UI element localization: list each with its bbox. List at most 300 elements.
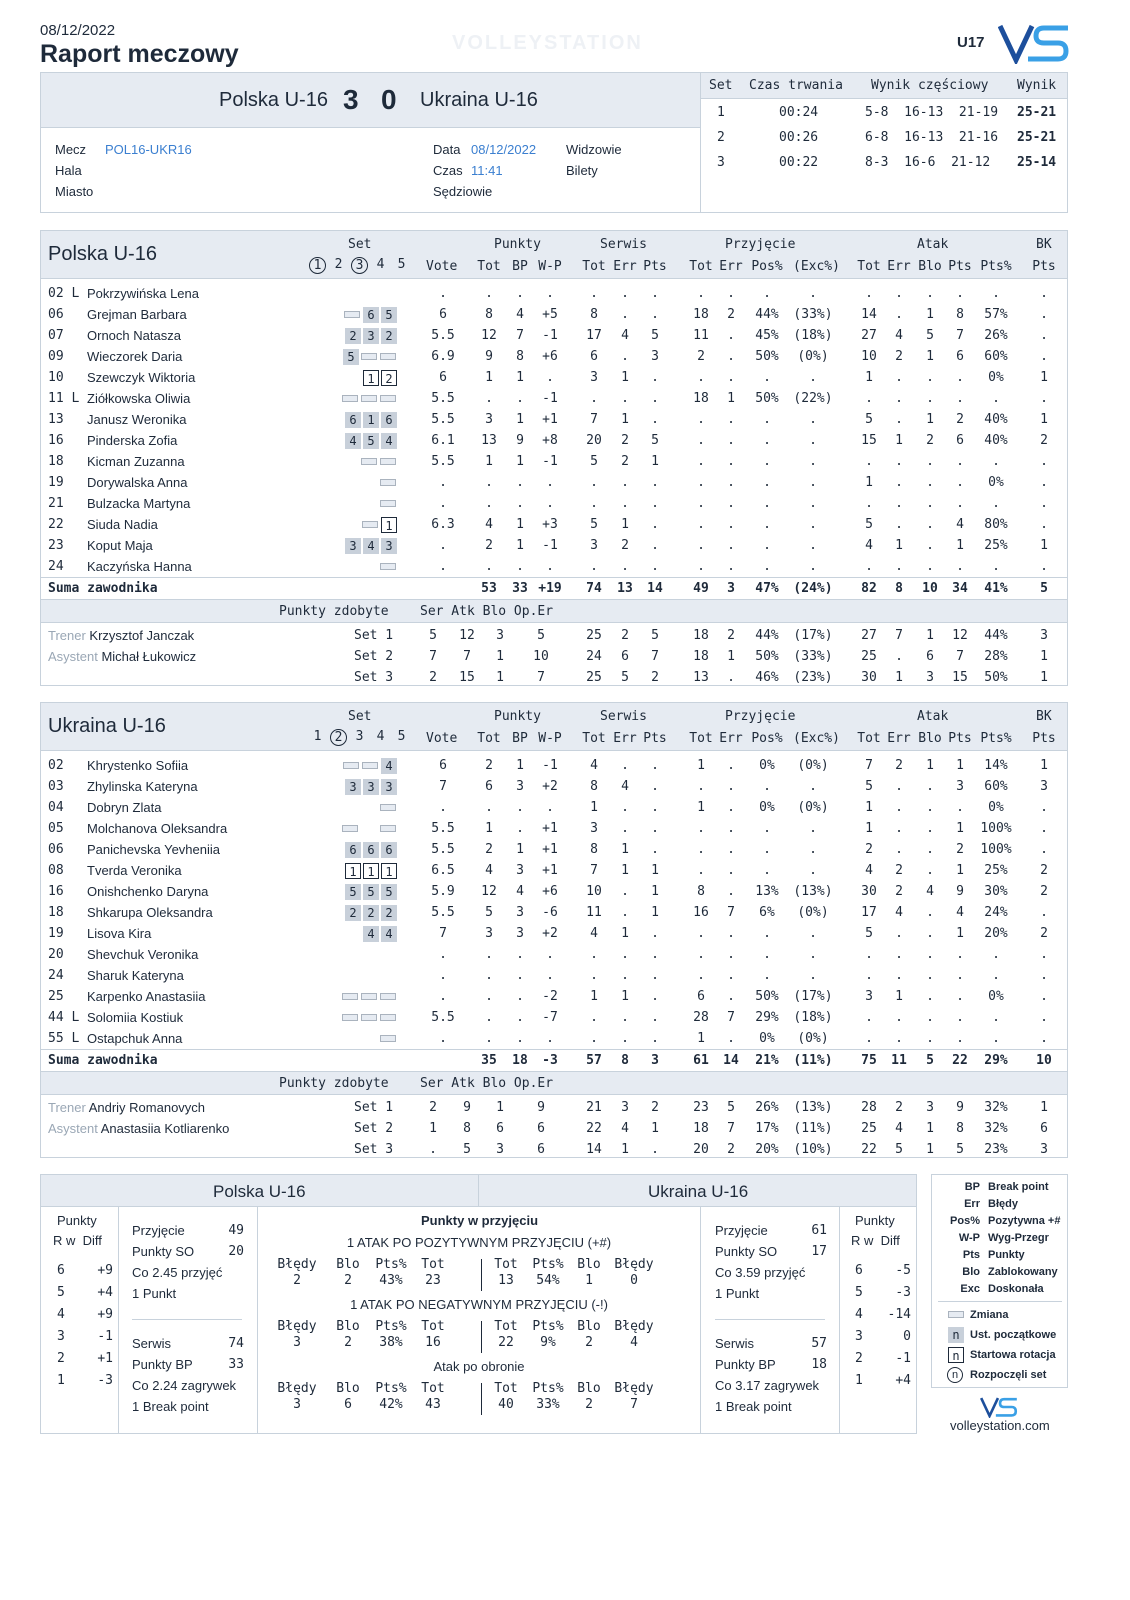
stat-unit: 1 Punkt	[715, 1286, 760, 1301]
stat-value: .	[1040, 947, 1048, 962]
stat-value: .	[485, 947, 493, 962]
stat-value: .	[926, 842, 934, 857]
stat-label: Punkty SO	[132, 1244, 195, 1259]
set-stat-value: 25	[586, 628, 602, 643]
set-stat-value: 28%	[984, 649, 1008, 664]
set-label: Set 3	[354, 670, 394, 685]
stat-value: 5.5	[431, 842, 455, 857]
set-stat-value: 1	[926, 628, 934, 643]
divider	[481, 1259, 482, 1291]
stat-value: .	[956, 454, 964, 469]
rotation-number: 3	[57, 1329, 65, 1344]
stat-value: 2	[485, 758, 493, 773]
stat-value: .	[727, 863, 735, 878]
set-partial: 5-8 16-13 21-19	[865, 105, 999, 120]
section-value: 9%	[540, 1335, 556, 1350]
player-name: Grejman Barbara	[87, 307, 187, 322]
stat-value: .	[809, 496, 817, 511]
section-value: 3	[293, 1397, 301, 1412]
player-number: 02	[48, 758, 64, 773]
stat-value: 1	[621, 842, 629, 857]
legend-key: Pos%	[950, 1215, 980, 1227]
set-stat-value: 7	[651, 649, 659, 664]
stat-value: .	[926, 538, 934, 553]
stat-value: 4	[956, 905, 964, 920]
stat-value: 1	[516, 370, 524, 385]
stat-value: .	[516, 475, 524, 490]
col-subheader: Blo	[918, 259, 942, 274]
section-value: 13	[498, 1273, 514, 1288]
stat-value: 15	[861, 433, 877, 448]
set-stat-value: 2	[621, 628, 629, 643]
stat-value: 7	[727, 905, 735, 920]
player-row	[41, 283, 1067, 304]
stat-value: 1	[485, 454, 493, 469]
stat-value: 1	[956, 926, 964, 941]
stat-value: .	[956, 1031, 964, 1046]
divider	[118, 1207, 119, 1433]
rotation-diff: -1	[895, 1351, 911, 1366]
rotation-marker: 5	[363, 433, 379, 449]
set-number-header: 3	[355, 729, 364, 744]
stat-value: .	[590, 559, 598, 574]
stat-value: .	[590, 286, 598, 301]
label-widzowie: Widzowie	[566, 142, 622, 157]
substitution-marker	[380, 1014, 396, 1021]
stat-value: 29%	[755, 1010, 779, 1025]
set-stat-value: 6	[621, 649, 629, 664]
stat-value: .	[865, 968, 873, 983]
legend-desc: Zablokowany	[988, 1266, 1058, 1278]
stat-value: .	[1040, 475, 1048, 490]
col-atak: Atak	[917, 709, 949, 724]
rotation-marker: 3	[345, 779, 361, 795]
sum-value: 3	[727, 581, 735, 596]
points-value: 2	[429, 1100, 437, 1115]
set-stat-value: 50%	[755, 649, 779, 664]
legend-desc: Pozytywna +#	[988, 1215, 1061, 1227]
divider	[839, 1207, 840, 1433]
stat-value: -6	[542, 905, 558, 920]
points-value: 9	[463, 1100, 471, 1115]
set-row	[701, 155, 1067, 179]
stat-value: .	[763, 454, 771, 469]
stat-value: .	[651, 842, 659, 857]
section-value: 2	[344, 1273, 352, 1288]
col-subheader: Pts	[643, 259, 667, 274]
section-col-header: Tot	[421, 1381, 445, 1396]
stat-value: 0%	[759, 758, 775, 773]
stat-value: .	[651, 821, 659, 836]
stat-value: 3	[651, 349, 659, 364]
sum-value: 18	[512, 1053, 528, 1068]
player-row	[41, 430, 1067, 451]
section-col-header: Błędy	[614, 1257, 654, 1272]
stat-value: .	[763, 779, 771, 794]
set-label: Set 2	[354, 649, 394, 664]
stat-value: .	[992, 496, 1000, 511]
sum-value: 22	[952, 1053, 968, 1068]
stat-value: .	[590, 968, 598, 983]
player-row	[41, 944, 1067, 965]
set-stat-value: 3	[1040, 1142, 1048, 1157]
stat-value: .	[1040, 821, 1048, 836]
rotation-diff: +4	[97, 1285, 113, 1300]
stat-value: .	[1040, 1010, 1048, 1025]
set-stat-value: 1	[895, 670, 903, 685]
player-name: Koput Maja	[87, 538, 153, 553]
stat-value: .	[809, 538, 817, 553]
stat-value: .	[865, 391, 873, 406]
stat-value: .	[763, 821, 771, 836]
stat-value: .	[895, 559, 903, 574]
stat-value: .	[439, 947, 447, 962]
set-number-header: 5	[397, 729, 406, 744]
team-name: Polska U-16	[48, 243, 157, 265]
player-name: Bulzacka Martyna	[87, 496, 191, 511]
stat-value: .	[895, 947, 903, 962]
stat-value: .	[1040, 968, 1048, 983]
rotation-marker: 4	[381, 926, 397, 942]
set-stat-value: 20	[693, 1142, 709, 1157]
sum-value: 21%	[755, 1053, 779, 1068]
points-value: 3	[496, 628, 504, 643]
label-mecz: Mecz	[55, 142, 87, 157]
col-set: Set	[709, 78, 733, 93]
stat-value: 4	[621, 328, 629, 343]
stat-value: .	[651, 800, 659, 815]
stat-value: .	[651, 758, 659, 773]
section-col-header: Błędy	[614, 1319, 654, 1334]
set-stat-value: (13%)	[793, 1100, 833, 1115]
points-value: 6	[496, 1121, 504, 1136]
stat-value: .	[895, 821, 903, 836]
stat-value: .	[992, 1010, 1000, 1025]
substitution-marker	[342, 1014, 358, 1021]
stat-value: 8	[485, 307, 493, 322]
set-stat-value: 1	[926, 1142, 934, 1157]
stat-value: .	[926, 779, 934, 794]
sum-value: 41%	[984, 581, 1008, 596]
stat-value: +3	[542, 517, 558, 532]
stat-value: .	[809, 475, 817, 490]
legend-key: Pts	[962, 1249, 980, 1261]
set-stat-value: 18	[693, 628, 709, 643]
volleystation-logo	[998, 22, 1070, 69]
set-partial: 6-8 16-13 21-16	[865, 130, 999, 145]
stat-value: 3	[516, 905, 524, 920]
stat-value: .	[727, 328, 735, 343]
stat-value: .	[546, 475, 554, 490]
stat-label: Punkty BP	[132, 1357, 193, 1372]
stat-value: .	[763, 842, 771, 857]
stat-value: .	[546, 947, 554, 962]
stat-value: 1	[651, 905, 659, 920]
player-row	[41, 776, 1067, 797]
sum-value: 53	[481, 581, 497, 596]
player-name: Zhylinska Kateryna	[87, 779, 198, 794]
stat-value: .	[485, 800, 493, 815]
stat-value: +1	[542, 842, 558, 857]
stat-value: 2	[621, 538, 629, 553]
section-value: 2	[293, 1273, 301, 1288]
stat-value: .	[651, 307, 659, 322]
stat-value: +1	[542, 412, 558, 427]
sum-value: (11%)	[793, 1053, 833, 1068]
points-value: 1	[496, 1100, 504, 1115]
page-title: Raport meczowy	[40, 40, 239, 68]
stat-value: +2	[542, 926, 558, 941]
player-name: Kaczyńska Hanna	[87, 559, 192, 574]
set-stat-row	[41, 667, 1067, 688]
rotation-marker: 2	[345, 328, 361, 344]
stat-value: -1	[542, 758, 558, 773]
stat-value: 3	[956, 779, 964, 794]
set-stat-value: 15	[952, 670, 968, 685]
substitution-marker	[344, 311, 360, 318]
stat-value: .	[895, 968, 903, 983]
stat-value: .	[727, 842, 735, 857]
stat-value: 2	[697, 349, 705, 364]
stat-value: 1	[651, 884, 659, 899]
divider	[700, 1207, 701, 1433]
stat-value: .	[1040, 307, 1048, 322]
points-value: 12	[459, 628, 475, 643]
stat-value: .	[763, 517, 771, 532]
stat-value: (0%)	[797, 349, 829, 364]
stat-value: .	[895, 391, 903, 406]
legend-key: W-P	[958, 1232, 980, 1244]
footer-site: volleystation.com	[950, 1418, 1050, 1433]
col-subheader: Pts	[1032, 259, 1056, 274]
player-number: 05	[48, 821, 64, 836]
section-col-header: Błędy	[277, 1381, 317, 1396]
report-date: 08/12/2022	[40, 22, 116, 39]
set-stat-row	[41, 1139, 1067, 1160]
col-subheader: Err	[719, 731, 743, 746]
assistant-name: Michał Łukowicz	[101, 649, 197, 664]
stat-value: .	[1040, 496, 1048, 511]
stat-value: .	[809, 559, 817, 574]
set-chips	[309, 453, 399, 468]
player-name: Wieczorek Daria	[87, 349, 183, 364]
set-stat-value: 3	[621, 1100, 629, 1115]
stat-value: .	[485, 989, 493, 1004]
set-chips	[309, 841, 399, 858]
stat-value: .	[926, 1010, 934, 1025]
set-stat-value: 8	[956, 1121, 964, 1136]
stat-value: 5.5	[431, 412, 455, 427]
stat-value: 5	[865, 779, 873, 794]
stat-value: .	[727, 968, 735, 983]
stat-value: 7	[590, 412, 598, 427]
rotation-marker: 1	[363, 412, 379, 428]
player-name: Onishchenko Daryna	[87, 884, 209, 899]
stat-value: .	[727, 926, 735, 941]
stat-value: .	[621, 800, 629, 815]
set-chips	[309, 988, 399, 1003]
set-stat-value: 1	[651, 1121, 659, 1136]
player-name: Solomiia Kostiuk	[87, 1010, 184, 1025]
stat-value: .	[1040, 800, 1048, 815]
set-stat-value: 6	[926, 649, 934, 664]
stat-value: .	[439, 286, 447, 301]
col-serwis: Serwis	[600, 237, 647, 252]
player-name: Lisova Kira	[87, 926, 152, 941]
stat-value: 1	[956, 538, 964, 553]
stat-value: 1	[895, 538, 903, 553]
stat-value: 2	[895, 884, 903, 899]
set-number-header: 5	[397, 257, 406, 272]
stat-value: 7	[956, 328, 964, 343]
stat-value: .	[439, 968, 447, 983]
stat-value: .	[895, 779, 903, 794]
col-subheader: BP	[512, 731, 528, 746]
legend-symbol-desc: Ust. początkowe	[970, 1329, 1057, 1341]
stat-value: .	[1040, 559, 1048, 574]
coach-label: Trener	[48, 1100, 89, 1115]
legend-key: Exc	[960, 1283, 980, 1295]
sum-label: Suma zawodnika	[48, 581, 158, 596]
player-row	[41, 818, 1067, 839]
stat-value: 6.3	[431, 517, 455, 532]
stat-value: 1	[590, 800, 598, 815]
set-duration: 00:22	[779, 155, 819, 170]
player-name: Khrystenko Sofiia	[87, 758, 189, 773]
rotation-marker: 2	[381, 370, 397, 386]
stat-value: .	[651, 926, 659, 941]
stat-number: 20	[228, 1244, 244, 1259]
player-number: 13	[48, 412, 64, 427]
sum-value: 10	[1036, 1053, 1052, 1068]
set-label: Set 1	[354, 1100, 394, 1115]
stat-value: .	[956, 947, 964, 962]
stat-value: 1	[865, 821, 873, 836]
stat-value: 0%	[759, 1031, 775, 1046]
set-chips	[309, 432, 399, 449]
stat-number: 74	[228, 1336, 244, 1351]
player-row	[41, 881, 1067, 902]
stat-value: .	[895, 1031, 903, 1046]
stat-value: .	[697, 947, 705, 962]
stat-value: 8	[590, 842, 598, 857]
col-subheader: Err	[887, 731, 911, 746]
section-col-header: Pts%	[375, 1257, 407, 1272]
section-value: 2	[585, 1397, 593, 1412]
section-col-header: Tot	[494, 1319, 518, 1334]
stat-value: +6	[542, 884, 558, 899]
points-value: 7	[429, 649, 437, 664]
player-row	[41, 986, 1067, 1007]
player-name: Shevchuk Veronika	[87, 947, 199, 962]
set-chips	[309, 1030, 399, 1045]
substitution-marker	[361, 1014, 377, 1021]
stat-value: 12	[481, 884, 497, 899]
stat-value: .	[809, 286, 817, 301]
set-chips	[309, 537, 399, 554]
stat-value: .	[590, 1010, 598, 1025]
stat-value: 1	[926, 349, 934, 364]
col-subheader: Tot	[689, 259, 713, 274]
rotation-diff: 0	[903, 1329, 911, 1344]
player-name: Karpenko Anastasiia	[87, 989, 206, 1004]
stat-value: 3	[516, 926, 524, 941]
set-stat-value: 2	[727, 1142, 735, 1157]
rotation-marker: 2	[363, 905, 379, 921]
set-partial: 8-3 16-6 21-12	[865, 155, 991, 170]
section-value: 2	[585, 1335, 593, 1350]
stat-value: .	[697, 968, 705, 983]
stat-value: 40%	[984, 412, 1008, 427]
stat-value: .	[865, 1031, 873, 1046]
set-stat-value: 23%	[984, 1142, 1008, 1157]
stat-value: .	[651, 286, 659, 301]
sum-value: 11	[891, 1053, 907, 1068]
set-chips	[309, 883, 399, 900]
col-partial: Wynik częściowy	[871, 78, 989, 93]
stat-value: .	[763, 286, 771, 301]
stat-value: .	[651, 496, 659, 511]
substitution-marker	[342, 993, 358, 1000]
section-value: 16	[425, 1335, 441, 1350]
legend-desc: Break point	[988, 1181, 1049, 1193]
set-stat-value: 3	[1040, 628, 1048, 643]
rotation-marker: 5	[343, 349, 359, 365]
team-name: Ukraina U-16	[48, 715, 166, 737]
stat-ratio: Co 2.45 przyjęć	[132, 1265, 223, 1280]
player-row	[41, 860, 1067, 881]
set-stat-value: 46%	[755, 670, 779, 685]
player-number: 10	[48, 370, 64, 385]
set-stat-value: 5	[956, 1142, 964, 1157]
stat-value: 28	[693, 1010, 709, 1025]
stat-value: 6	[956, 433, 964, 448]
section-title: 1 ATAK PO POZYTYWNYM PRZYJĘCIU (+#)	[346, 1235, 612, 1250]
set-stat-value: 3	[926, 670, 934, 685]
player-row	[41, 472, 1067, 493]
stat-value: 0%	[988, 370, 1004, 385]
match-time: 11:41	[471, 163, 503, 178]
player-name: Shkarupa Oleksandra	[87, 905, 213, 920]
rotation-marker: 5	[345, 884, 361, 900]
stat-value: .	[727, 433, 735, 448]
rotation-number: 2	[855, 1351, 863, 1366]
coach-label: Trener	[48, 628, 90, 643]
player-number: 21	[48, 496, 64, 511]
stat-value: .	[651, 370, 659, 385]
col-subheader: Tot	[582, 731, 606, 746]
section-value: 42%	[379, 1397, 403, 1412]
stat-value: 13%	[755, 884, 779, 899]
stat-value: 1	[621, 863, 629, 878]
set-chips	[309, 558, 399, 573]
stat-value: 5	[485, 905, 493, 920]
section-col-header: Tot	[421, 1257, 445, 1272]
sum-value: 14	[723, 1053, 739, 1068]
rotation-diff: -3	[97, 1373, 113, 1388]
points-value: 5	[537, 628, 545, 643]
stat-value: 17	[586, 328, 602, 343]
stat-value: .	[621, 947, 629, 962]
set-number-header: 1	[309, 257, 326, 274]
sum-value: 57	[586, 1053, 602, 1068]
stat-value: .	[516, 286, 524, 301]
legend-symbol-desc: Zmiana	[970, 1309, 1009, 1321]
sum-value: 61	[693, 1053, 709, 1068]
set-chips	[309, 799, 399, 814]
stat-value: .	[727, 800, 735, 815]
set-stat-value: 6	[1040, 1121, 1048, 1136]
